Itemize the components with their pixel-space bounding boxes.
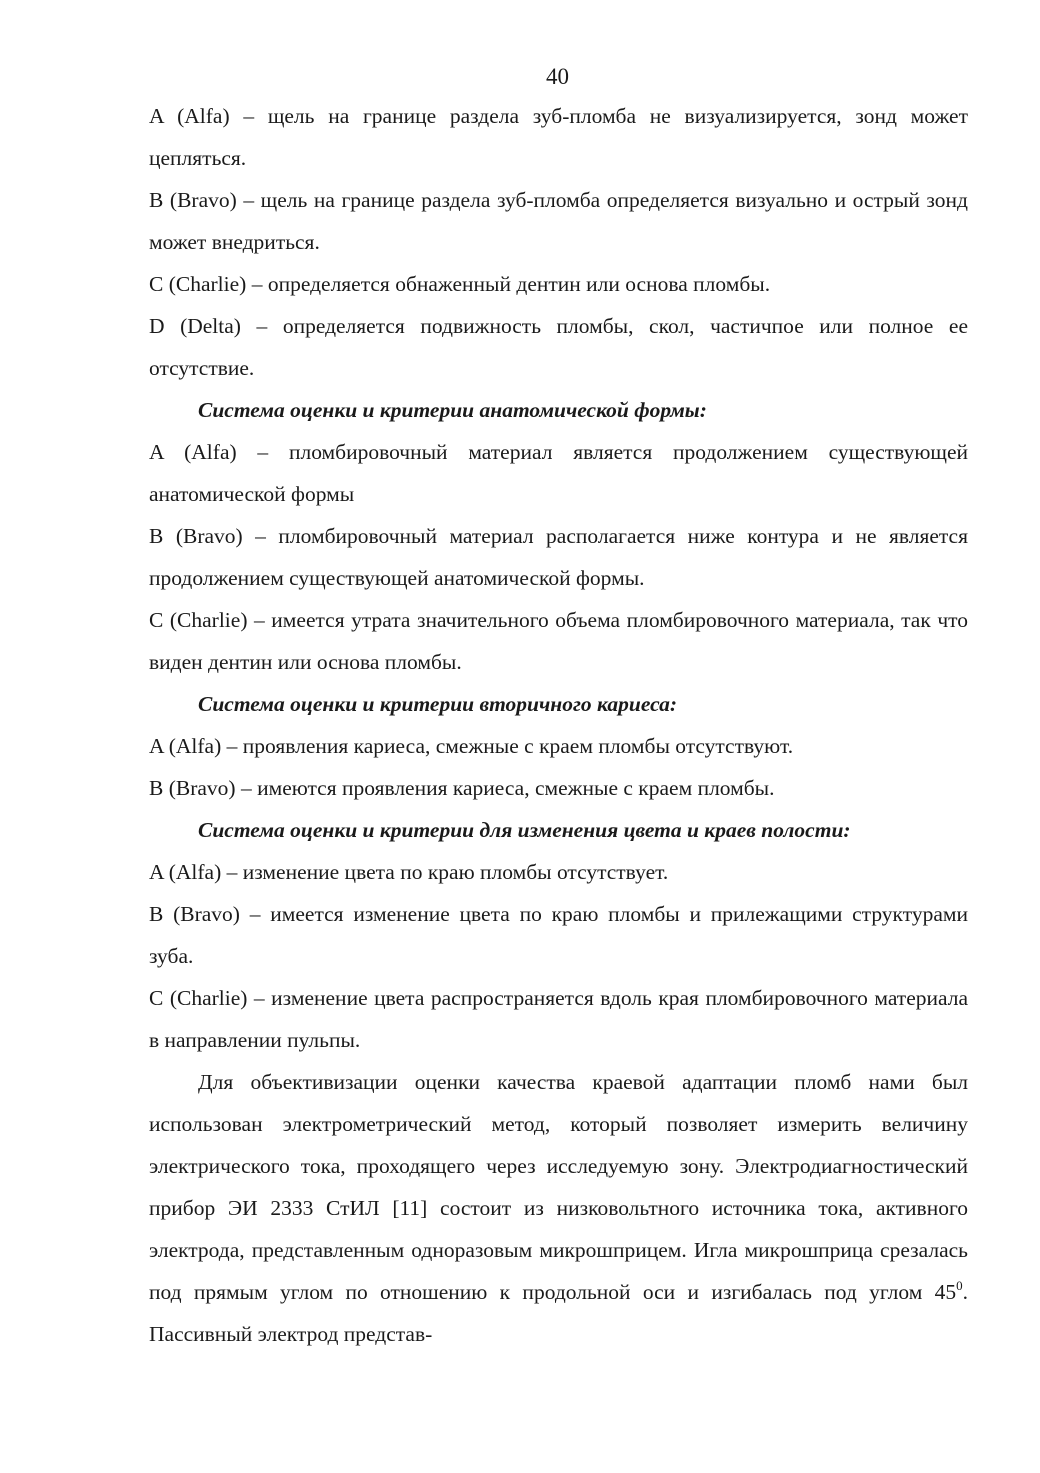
anatomical-criterion-b: B (Bravo) – пломбировочный материал располагается ниже контура и не является продолжением существующей анатомической формы.: [149, 524, 968, 590]
page-number: 40: [546, 64, 569, 89]
page-content: [149, 95, 968, 1355]
heading-color-change: Система оценки и критерии для изменения цвета и краев полости:: [198, 818, 851, 842]
heading-secondary-caries: Система оценки и критерии вторичного кариеса:: [198, 692, 678, 716]
caries-criterion-b: B (Bravo) – имеются проявления кариеса, смежные с краем пломбы.: [149, 776, 775, 800]
caries-criterion-a: A (Alfa) – проявления кариеса, смежные с краем пломбы отсутствуют.: [149, 734, 794, 758]
method-text-tail: . Пассивный электрод представ-: [149, 1280, 968, 1346]
anatomical-criterion-a: A (Alfa) – пломбировочный материал является продолжением существующей анатомической формы: [149, 440, 968, 506]
margin-criterion-d: D (Delta) – определяется подвижность пломбы, скол, частичпое или полное ее отсутствие.: [149, 314, 968, 380]
method-paragraph: [149, 1061, 968, 1355]
margin-criterion-a: A (Alfa) – щель на границе раздела зуб-пломба не визуализируется, зонд может цепляться.: [149, 104, 968, 170]
anatomical-criterion-c: C (Charlie) – имеется утрата значительного объема пломбировочного материала, так что виден дентин или основа пломбы.: [149, 608, 968, 674]
heading-anatomical-form: Система оценки и критерии анатомической формы:: [198, 398, 707, 422]
margin-criterion-c: C (Charlie) – определяется обнаженный дентин или основа пломбы.: [149, 272, 771, 296]
color-criterion-a: A (Alfa) – изменение цвета по краю пломбы отсутствует.: [149, 860, 669, 884]
degree-superscript: 0: [956, 1278, 963, 1293]
color-criterion-c: C (Charlie) – изменение цвета распространяется вдоль края пломбировочного материала в направлении пульпы.: [149, 986, 968, 1052]
color-criterion-b: B (Bravo) – имеется изменение цвета по краю пломбы и прилежащими структурами зуба.: [149, 902, 968, 968]
margin-criterion-b: B (Bravo) – щель на границе раздела зуб-пломба определяется визуально и острый зонд может внедриться.: [149, 188, 968, 254]
method-text: Для объективизации оценки качества краевой адаптации пломб нами был использован электрометрический метод, который позволяет измерить величину электрического тока, проходящего через исследуемую зону. Электродиагностический прибор ЭИ 2333 СтИЛ [11] состоит из низковольтного источника тока, активного электрода, представленным одноразовым микрошприцем. Игла микрошприца срезалась под прямым углом по отношению к продольной оси и изгибалась под углом 45: [149, 1070, 968, 1304]
